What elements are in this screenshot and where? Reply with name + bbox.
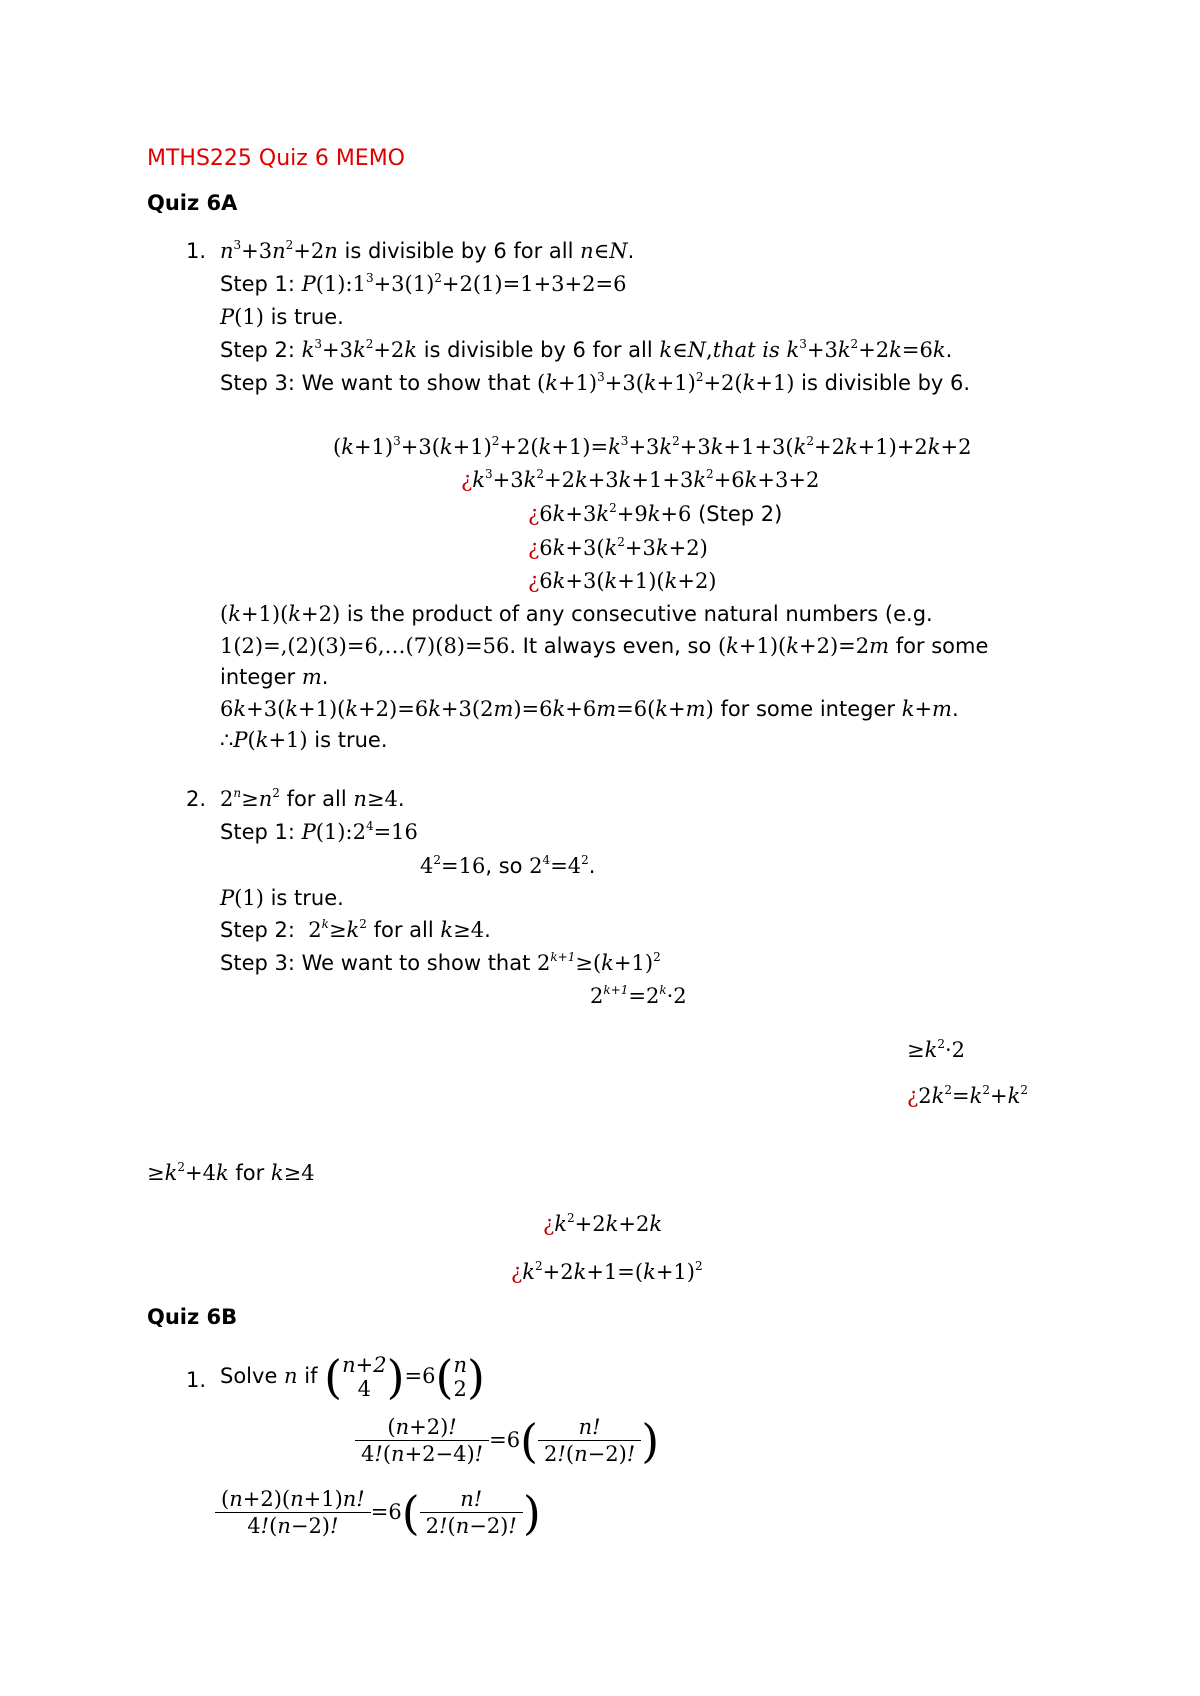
quiz-b-q1-eq2: $\frac{(n+2)(n+1)n!}{4!(n-2)!}$ =6( $\frac{n!}{2!(n-2)!}$ ) (215, 1486, 541, 1540)
quiz-a-q1-conclusion: ∴P(k+1) is true. (220, 728, 388, 752)
quiz-a-q2-number: 2. (186, 787, 207, 811)
quiz-a-q2-p1-true: P(1) is true. (220, 886, 344, 910)
quiz-a-q2-statement: $2^n\ge n^2$ for all n≥4. (220, 786, 405, 811)
quiz-a-q2-eq3: ¿$2k^2=k^2+k^2$ (907, 1083, 1028, 1108)
inverted-question-glyph: ¿ (461, 468, 473, 492)
quiz-a-q1-text4: 6k+3(k+1)(k+2)=6k+3(2m)=6k+6m=6(k+m) for some integer k+m. (220, 697, 959, 721)
quiz-a-q2-eq2: $\ge k^2\cdot 2$ (907, 1037, 966, 1062)
quiz-a-q2-eq6: ¿$k^2+2k+1=(k+1)^2$ (511, 1259, 703, 1284)
inverted-question-glyph: ¿ (543, 1212, 555, 1236)
quiz-a-q1-eq3: ¿$6k+3k^2+9k+6$ (Step 2) (528, 501, 783, 526)
inverted-question-glyph: ¿ (907, 1084, 919, 1108)
quiz-a-q1-text2: 1(2)=,(2)(3)=6,…(7)(8)=56. It always even, so (k+1)(k+2)=2m for some (220, 634, 989, 658)
inverted-question-glyph: ¿ (511, 1260, 523, 1284)
quiz-b-q1-number: 1. (186, 1368, 207, 1392)
quiz-a-q1-eq2: ¿$k^3+3k^2+2k+3k+1+3k^2+6k+3+2$ (461, 467, 820, 492)
quiz-a-heading: Quiz 6A (147, 191, 238, 215)
quiz-a-q1-text3: integer m. (220, 665, 329, 689)
quiz-a-q1-step2: Step 2: $k^3+3k^2+2k$ is divisible by 6 for all k∈N,that is $k^3+3k^2+2k=6k$. (220, 337, 953, 362)
quiz-a-q1-p1-true: P(1) is true. (220, 305, 344, 329)
quiz-a-q1-eq1: $(k+1)^3+3(k+1)^2+2(k+1)=k^3+3k^2+3k+1+3(k^2+2k+1)+2k+2$ (333, 434, 972, 459)
quiz-a-q2-step3: Step 3: We want to show that $2^{k+1}\ge(k+1)^2$ (220, 950, 661, 975)
quiz-a-q2-step1: Step 1: $P(1):2^4=16$ (220, 819, 418, 844)
quiz-a-q2-eq1: $2^{k+1}=2^k\cdot 2$ (590, 983, 687, 1008)
inverted-question-glyph: ¿ (528, 569, 540, 593)
quiz-b-heading: Quiz 6B (147, 1305, 238, 1329)
inverted-question-glyph: ¿ (528, 502, 540, 526)
quiz-a-q2-eq4: $\ge k^2+4k$ for k≥4 (147, 1160, 315, 1185)
memo-title: MTHS225 Quiz 6 MEMO (147, 146, 405, 171)
quiz-a-q1-statement: $n^3+3n^2+2n$ is divisible by 6 for all n∈N. (220, 238, 635, 263)
inverted-question-glyph: ¿ (528, 536, 540, 560)
quiz-a-q2-step1b: $4^2=16$, so $2^4=4^2$. (420, 853, 596, 878)
quiz-b-q1-prompt: Solve n if ( n+2 4 )=6( n 2 ) (220, 1350, 485, 1405)
quiz-a-q1-number: 1. (186, 239, 207, 263)
quiz-a-q2-eq5: ¿$k^2+2k+2k$ (543, 1211, 663, 1236)
quiz-b-q1-eq1: $\frac{(n+2)!}{4!(n+2-4)!}$ =6( $\frac{n!}{2!(n-2)!}$ ) (355, 1414, 659, 1468)
quiz-a-q2-step2: Step 2: $2^k\ge k^2$ for all k≥4. (220, 917, 491, 942)
step-2-note: (Step 2) (698, 502, 783, 526)
quiz-a-q1-eq4: ¿$6k+3(k^2+3k+2)$ (528, 535, 708, 560)
quiz-a-q1-step3: Step 3: We want to show that $(k+1)^3+3(k+1)^2+2(k+1)$ is divisible by 6. (220, 370, 971, 395)
quiz-a-q1-eq5: ¿6k+3(k+1)(k+2) (528, 569, 717, 593)
quiz-a-q1-step1: Step 1: $P(1):1^3+3(1)^2+2(1)=1+3+2=6$ (220, 271, 627, 296)
quiz-a-q1-text1: (k+1)(k+2) is the product of any consecutive natural numbers (e.g. (220, 602, 933, 626)
